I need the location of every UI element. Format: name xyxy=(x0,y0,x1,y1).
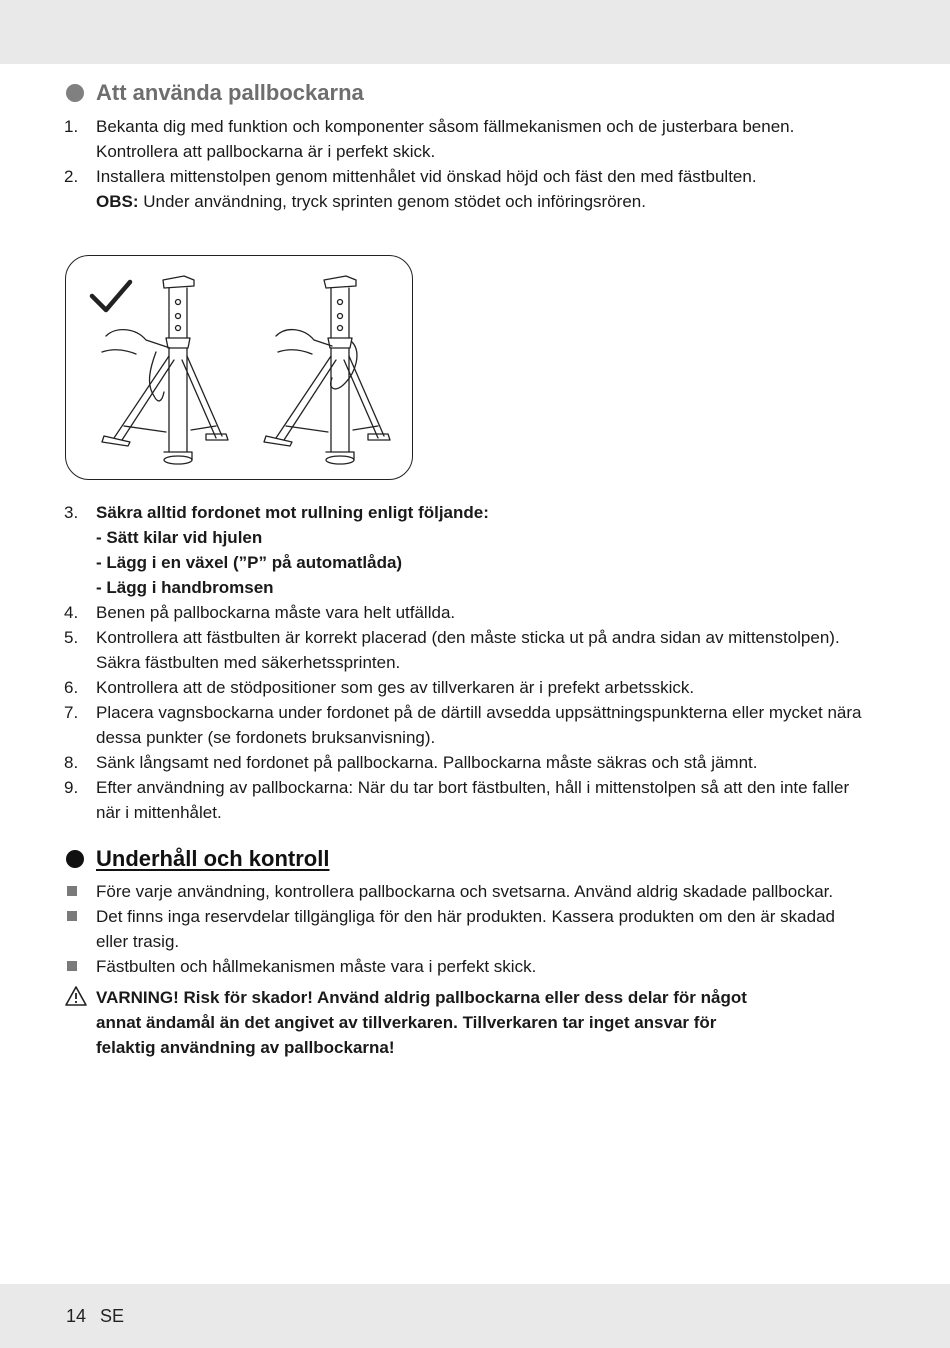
jack-stand-left xyxy=(102,276,228,464)
obs-label: OBS: xyxy=(96,192,139,211)
warning-text: felaktig användning av pallbockarna! xyxy=(96,1038,395,1057)
warning-text: VARNING! Risk för skador! Använd aldrig pallbockarna eller dess delar för något xyxy=(96,988,747,1007)
list-item: 7. Placera vagnsbockarna under fordonet på de därtill avsedda uppsättningspunkterna eller mycket nära xyxy=(64,703,862,722)
list-item: Det finns inga reservdelar tillgängliga för den här produkten. Kassera produkten om den är skadad xyxy=(0,904,950,929)
safety-steps-list xyxy=(0,500,950,825)
list-item: 5. Kontrollera att fästbulten är korrekt placerad (den måste sticka ut på andra sidan av mittenstolpen). xyxy=(64,628,840,647)
list-item: 4. Benen på pallbockarna måste vara helt utfällda. xyxy=(64,603,456,622)
list-item: 1. Bekanta dig med funktion och komponenter såsom fällmekanismen och de justerbara benen. xyxy=(64,117,795,136)
section-title: Underhåll och kontroll xyxy=(96,846,330,871)
jack-stand-illustration xyxy=(65,255,413,480)
jack-stand-right xyxy=(264,276,390,464)
list-item: Före varje användning, kontrollera pallbockarna och svetsarna. Använd aldrig skadade pallbockar. xyxy=(0,879,950,904)
obs-note xyxy=(0,189,950,214)
list-item-continuation: Säkra fästbulten med säkerhetssprinten. xyxy=(96,653,401,672)
section-title: Att använda pallbockarna xyxy=(96,80,364,105)
square-bullet-icon xyxy=(67,886,77,896)
header-band xyxy=(0,0,950,64)
list-item-continuation: när i mittenhålet. xyxy=(96,803,222,822)
list-item: 6. Kontrollera att de stödpositioner som ges av tillverkaren är i prefekt arbetsskick. xyxy=(64,678,695,697)
list-item: 9. Efter användning av pallbockarna: När du tar bort fästbulten, håll i mittenstolpen så att den inte faller xyxy=(64,778,850,797)
list-item: 2. Installera mittenstolpen genom mittenhålet vid önskad höjd och fäst den med fästbulten. xyxy=(64,167,757,186)
square-bullet-icon xyxy=(67,961,77,971)
warning-block xyxy=(64,985,894,1060)
list-item-continuation: eller trasig. xyxy=(96,932,180,951)
section-heading-usage xyxy=(66,80,364,106)
section-heading-maintenance xyxy=(66,846,329,872)
checkmark-icon xyxy=(92,282,130,310)
footer-band xyxy=(0,1284,950,1348)
section-bullet xyxy=(66,850,84,868)
square-bullet-icon xyxy=(67,911,77,921)
warning-text: annat ändamål än det angivet av tillverkaren. Tillverkaren tar inget ansvar för xyxy=(96,1013,717,1032)
list-item: 3. Säkra alltid fordonet mot rullning enligt följande: xyxy=(64,503,489,522)
page-number: 14 xyxy=(66,1306,87,1326)
page-footer xyxy=(66,1306,138,1327)
section-bullet xyxy=(66,84,84,102)
language-code: SE xyxy=(100,1306,125,1326)
obs-text: Under användning, tryck sprinten genom stödet och införingsrören. xyxy=(138,192,646,211)
list-item: 8. Sänk långsamt ned fordonet på pallbockarna. Pallbockarna måste säkras och stå jämnt. xyxy=(64,753,758,772)
list-item-continuation: dessa punkter (se fordonets bruksanvisning). xyxy=(96,728,436,747)
list-item-continuation: Kontrollera att pallbockarna är i perfekt skick. xyxy=(96,142,436,161)
maintenance-list xyxy=(0,879,950,979)
list-subitem: - Lägg i handbromsen xyxy=(96,578,274,597)
list-subitem: - Sätt kilar vid hjulen xyxy=(96,528,263,547)
usage-steps-list xyxy=(0,114,950,214)
list-item: Fästbulten och hållmekanismen måste vara i perfekt skick. xyxy=(0,954,950,979)
list-subitem: - Lägg i en växel (”P” på automatlåda) xyxy=(96,553,403,572)
